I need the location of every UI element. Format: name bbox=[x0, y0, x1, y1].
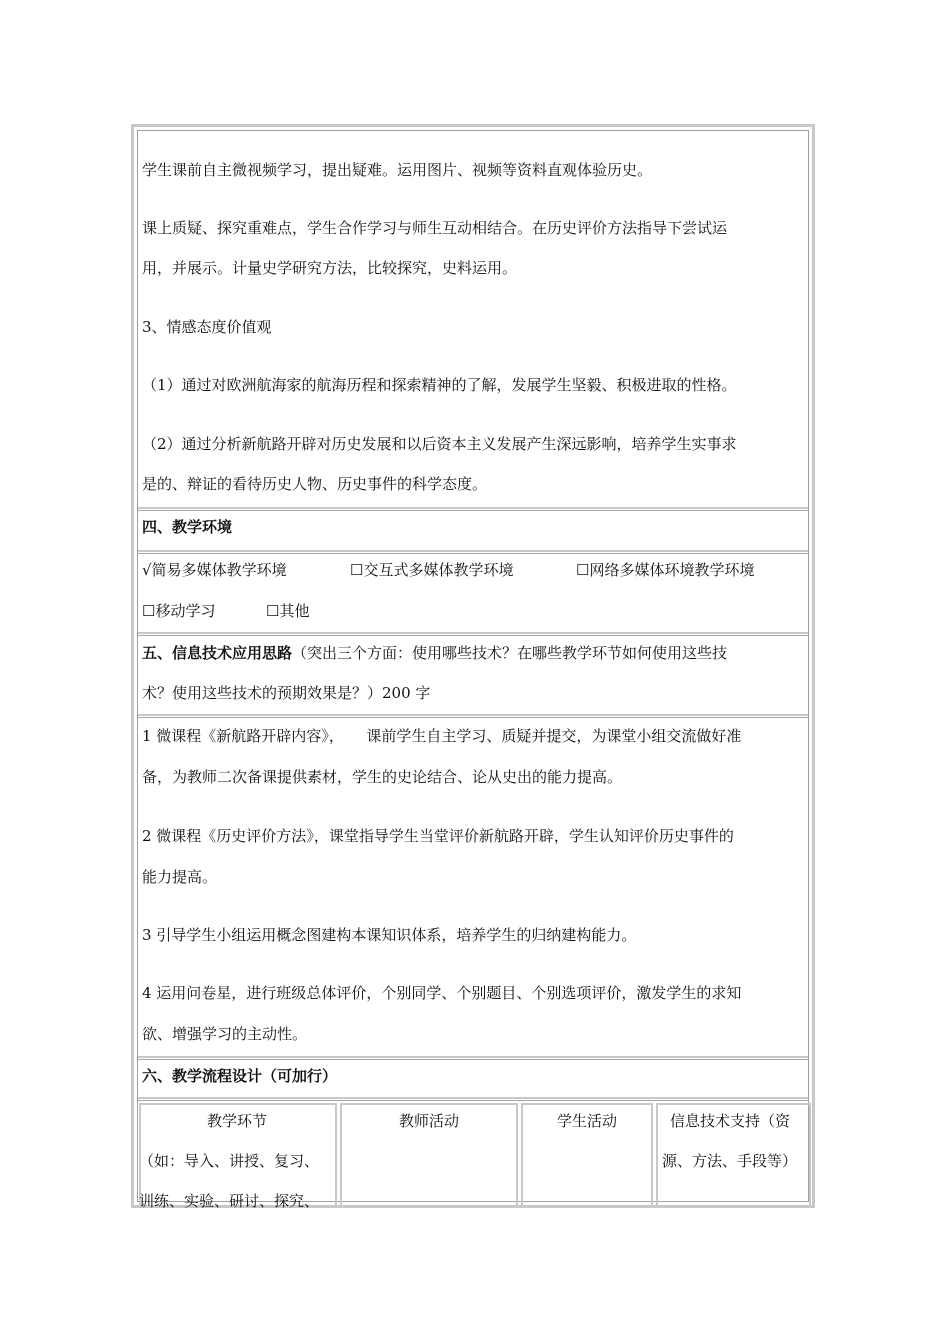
text-line: 是的、辩证的看待历史人物、历史事件的科学态度。 bbox=[142, 475, 488, 493]
env-option-simple-multimedia bbox=[142, 560, 287, 580]
checkmark-icon: √ bbox=[142, 561, 152, 579]
env-option-interactive-multimedia bbox=[350, 560, 513, 580]
col-header-note: （如：导入、讲授、复习、 bbox=[139, 1152, 320, 1170]
env-option-mobile-learning bbox=[142, 601, 215, 621]
section-heading-it-application bbox=[142, 643, 727, 663]
row-divider bbox=[138, 1056, 808, 1060]
text-line: 用，并展示。计量史学研究方法，比较探究，史料运用。 bbox=[142, 259, 518, 277]
col-header: 学生活动 bbox=[557, 1112, 618, 1130]
section-note: （突出三个方面：使用哪些技术？在哪些教学环节如何使用这些技 bbox=[292, 644, 728, 662]
col-header: 信息技术支持（资 bbox=[670, 1112, 791, 1130]
checkbox-icon: ☐ bbox=[266, 602, 280, 620]
env-option-label: 网络多媒体环境教学环境 bbox=[589, 561, 755, 579]
col-header-note: 源、方法、手段等） bbox=[662, 1152, 798, 1170]
row-divider bbox=[138, 550, 808, 554]
text-line: （2）通过分析新航路开辟对历史发展和以后资本主义发展产生深远影响，培养学生实事求 bbox=[142, 435, 737, 453]
text-line: 课上质疑、探究重难点，学生合作学习与师生互动相结合。在历史评价方法指导下尝试运 bbox=[142, 219, 728, 237]
flow-col-it-support bbox=[656, 1103, 811, 1207]
env-option-network-multimedia bbox=[576, 560, 754, 580]
env-option-label: 交互式多媒体教学环境 bbox=[363, 561, 514, 579]
row-divider bbox=[138, 714, 808, 718]
text-line: 学生课前自主微视频学习，提出疑难。运用图片、视频等资料直观体验历史。 bbox=[142, 161, 653, 179]
checkbox-icon: ☐ bbox=[350, 561, 364, 579]
document-table-frame bbox=[131, 124, 815, 1208]
env-option-label: 其他 bbox=[279, 602, 310, 620]
row-divider bbox=[138, 1097, 808, 1101]
col-header: 教学环节 bbox=[207, 1112, 268, 1130]
text-line: 备，为教师二次备课提供素材，学生的史论结合、论从史出的能力提高。 bbox=[142, 768, 623, 786]
text-line: 能力提高。 bbox=[142, 868, 218, 886]
checkbox-icon: ☐ bbox=[576, 561, 590, 579]
document-table-inner bbox=[137, 130, 809, 1210]
text-line: 4 运用问卷星，进行班级总体评价，个别同学、个别题目、个别选项评价，激发学生的求知 bbox=[142, 984, 742, 1002]
flow-col-teaching-stage bbox=[139, 1103, 337, 1210]
section-title: 五、信息技术应用思路 bbox=[142, 644, 293, 662]
text-line: 3 引导学生小组运用概念图建构本课知识体系，培养学生的归纳建构能力。 bbox=[142, 926, 637, 944]
env-option-other bbox=[266, 601, 309, 621]
text-line: 2 微课程《历史评价方法》，课堂指导学生当堂评价新航路开辟，学生认知评价历史事件的 bbox=[142, 827, 734, 845]
row-divider bbox=[138, 632, 808, 636]
flow-col-student-activity bbox=[521, 1103, 653, 1207]
section-heading-teaching-flow: 六、教学流程设计（可加行） bbox=[142, 1067, 338, 1085]
section-heading-environment: 四、教学环境 bbox=[142, 518, 233, 536]
subheading: 3、情感态度价值观 bbox=[142, 318, 272, 336]
flow-col-teacher-activity bbox=[340, 1103, 518, 1207]
col-header: 教师活动 bbox=[399, 1112, 460, 1130]
section-note-continued: 术？使用这些技术的预期效果是？）200 字 bbox=[142, 684, 431, 702]
env-option-label: 简易多媒体教学环境 bbox=[151, 561, 287, 579]
text-line: （1）通过对欧洲航海家的航海历程和探索精神的了解，发展学生坚毅、积极进取的性格。 bbox=[142, 376, 737, 394]
row-divider bbox=[138, 507, 808, 511]
col-header-note: 训练、实验、研讨、探究、 bbox=[139, 1192, 320, 1210]
env-option-label: 移动学习 bbox=[155, 602, 216, 620]
text-line: 1 微课程《新航路开辟内容》， 课前学生自主学习、质疑并提交，为课堂小组交流做好准 bbox=[142, 727, 742, 745]
checkbox-icon: ☐ bbox=[142, 602, 156, 620]
text-line: 欲、增强学习的主动性。 bbox=[142, 1025, 308, 1043]
